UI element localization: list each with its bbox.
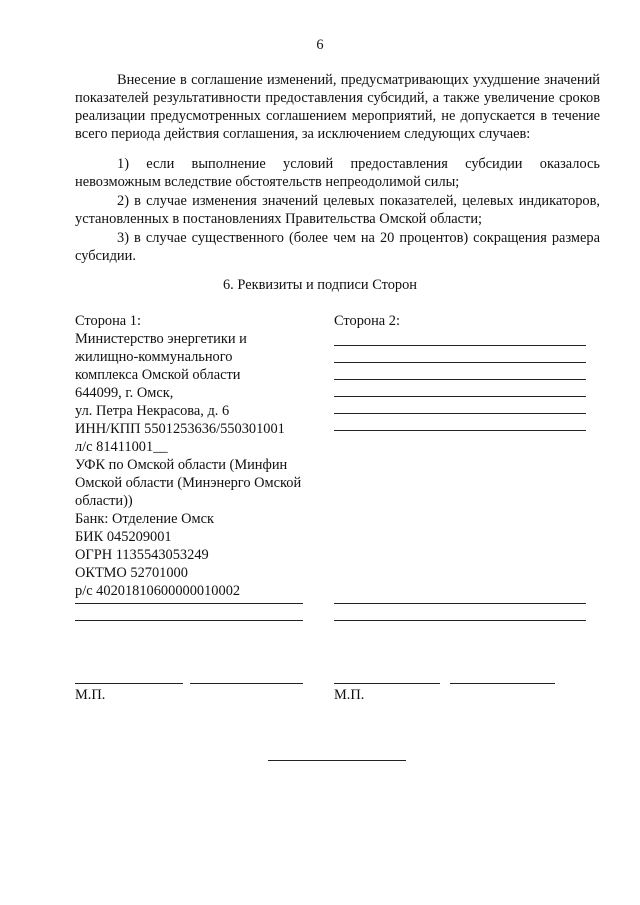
end-rule [268,760,406,761]
party1-line: Министерство энергетики и [75,331,247,347]
party2-details [334,312,594,330]
signature-line [334,620,586,621]
party2-stamp-label: М.П. [334,687,365,703]
blank-line [334,362,586,363]
party1-line: жилищно-коммунального [75,349,233,365]
blank-line [334,413,586,414]
signature-line [75,683,183,684]
intro-paragraph: Внесение в соглашение изменений, предусматривающих ухудшение значений показателей результативности предоставления субсидий, а также увеличение сроков реализации предусмотренных соглашением мероприятий, не допускается в течение всего периода действия соглашения, за исключением следующих случаев: [75,72,600,142]
blank-line [334,430,586,431]
signature-line [190,683,303,684]
party1-line: Омской области (Минэнерго Омской [75,475,302,491]
party1-line: ИНН/КПП 5501253636/550301001 [75,421,285,437]
party1-line: области)) [75,493,133,509]
list-item: 1) если выполнение условий предоставления субсидии оказалось невозможным вследствие обстоятельств непреодолимой силы; [75,156,600,190]
party1-details [75,312,325,600]
signature-line [334,603,586,604]
party1-line: ул. Петра Некрасова, д. 6 [75,403,230,419]
party1-title: Сторона 1: [75,313,141,329]
party1-line: ОГРН 1135543053249 [75,547,209,563]
party1-stamp-label: М.П. [75,687,106,703]
party1-line: БИК 045209001 [75,529,172,545]
party1-line: Банк: Отделение Омск [75,511,214,527]
blank-line [334,345,586,346]
party2-title: Сторона 2: [334,313,400,329]
signature-line [75,603,303,604]
signature-line [75,620,303,621]
list-item: 2) в случае изменения значений целевых показателей, целевых индикаторов, установленных в постановлениях Правительства Омской области; [75,193,600,227]
section-title: 6. Реквизиты и подписи Сторон [222,277,417,293]
party1-line: 644099, г. Омск, [75,385,174,401]
signature-line [334,683,440,684]
blank-line [334,379,586,380]
blank-line [334,396,586,397]
page-number: 6 [316,37,324,53]
list-item: 3) в случае существенного (более чем на 20 процентов) сокращения размера субсидии. [75,230,600,264]
party1-line: ОКТМО 52701000 [75,565,188,581]
party1-line: комплекса Омской области [75,367,241,383]
signature-line [450,683,555,684]
party1-line: р/с 40201810600000010002 [75,583,241,599]
party1-line: л/с 81411001__ [75,439,168,455]
party1-line: УФК по Омской области (Минфин [75,457,288,473]
